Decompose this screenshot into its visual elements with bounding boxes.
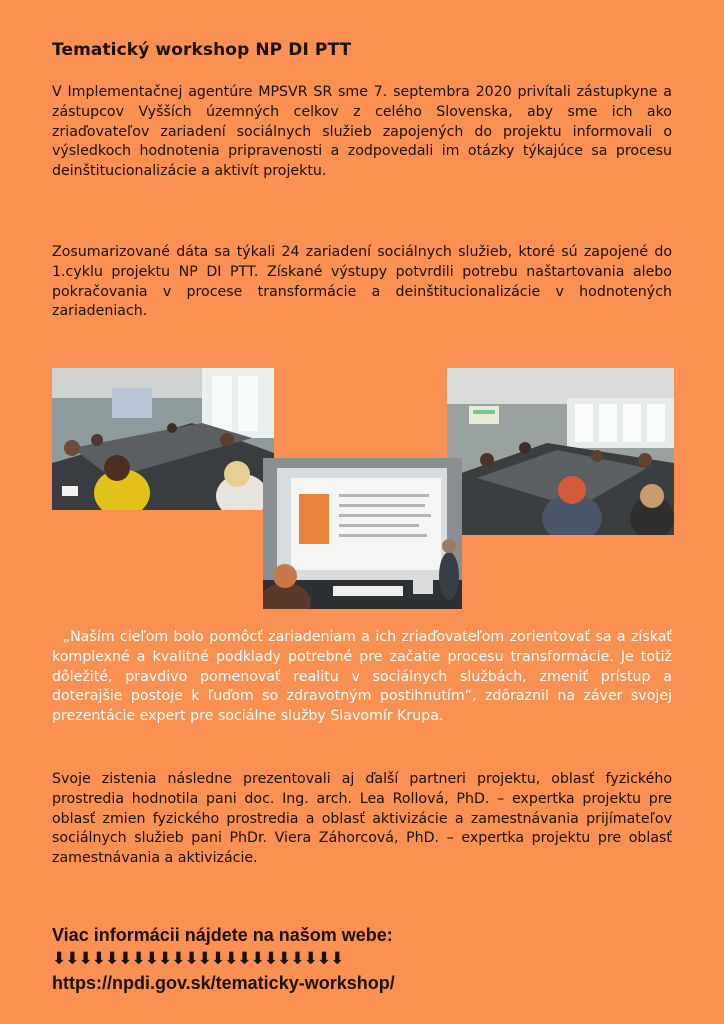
more-info-label: Viac informácii nájdete na našom webe: — [52, 925, 393, 945]
down-arrows-icon: ⬇⬇⬇⬇⬇⬇⬇⬇⬇⬇⬇⬇⬇⬇⬇⬇⬇⬇⬇⬇⬇⬇ — [52, 949, 344, 969]
workshop-photo-left — [52, 368, 274, 510]
expert-quote: „Naším cieľom bolo pomôcť zariadeniam a ich zriaďovateľom zorientovať sa a získať komplexné a kvalitné podklady potrebné pre začatie procesu transformácie. Je totiž dôležité, pravdivo pomenovať realitu v sociálnych službách, zmeniť prístup a doterajšie postoje k ľuďom so zdravotným postihnutím“, zdôraznil na záver svojej prezentácie expert pre sociálne služby Slavomír Krupa. — [52, 629, 672, 725]
intro-paragraph: V Implementačnej agentúre MPSVR SR sme 7. septembra 2020 privítali zástupkyne a zástupcov Vyšších územných celkov z celého Slovenska, aby sme ich ako zriaďovateľov zariadení sociálnych služieb zapojených do projektu informovali o výsledkoch hodnotenia pripravenosti a zodpovedali im otázky týkajúce sa procesu deinštitucionalizácie a aktivít projektu. — [52, 84, 672, 180]
partners-paragraph: Svoje zistenia následne prezentovali aj ďalší partneri projektu, oblasť fyzického prostredia hodnotila pani doc. Ing. arch. Lea Rollová, PhD. – expertka projektu pre oblasť zmien fyzického prostredia a oblasť aktivizácie a zamestnávania prijímateľov sociálnych služieb pani PhDr. Viera Záhorcová, PhD. – expertka projektu pre oblasť zamestnávania a aktivizácie. — [52, 771, 672, 867]
workshop-photo-right — [447, 368, 674, 535]
summary-paragraph: Zosumarizované dáta sa týkali 24 zariadení sociálnych služieb, ktoré sú zapojené do 1.cyklu projektu NP DI PTT. Získané výstupy potvrdili potrebu naštartovania alebo pokračovania v procese transformácie a deinštitucionalizácie v hodnotených zariadeniach. — [52, 244, 672, 320]
workshop-photo-center — [263, 458, 462, 609]
page-title: Tematický workshop NP DI PTT — [52, 40, 352, 60]
website-link[interactable]: https://npdi.gov.sk/tematicky-workshop/ — [52, 973, 395, 993]
